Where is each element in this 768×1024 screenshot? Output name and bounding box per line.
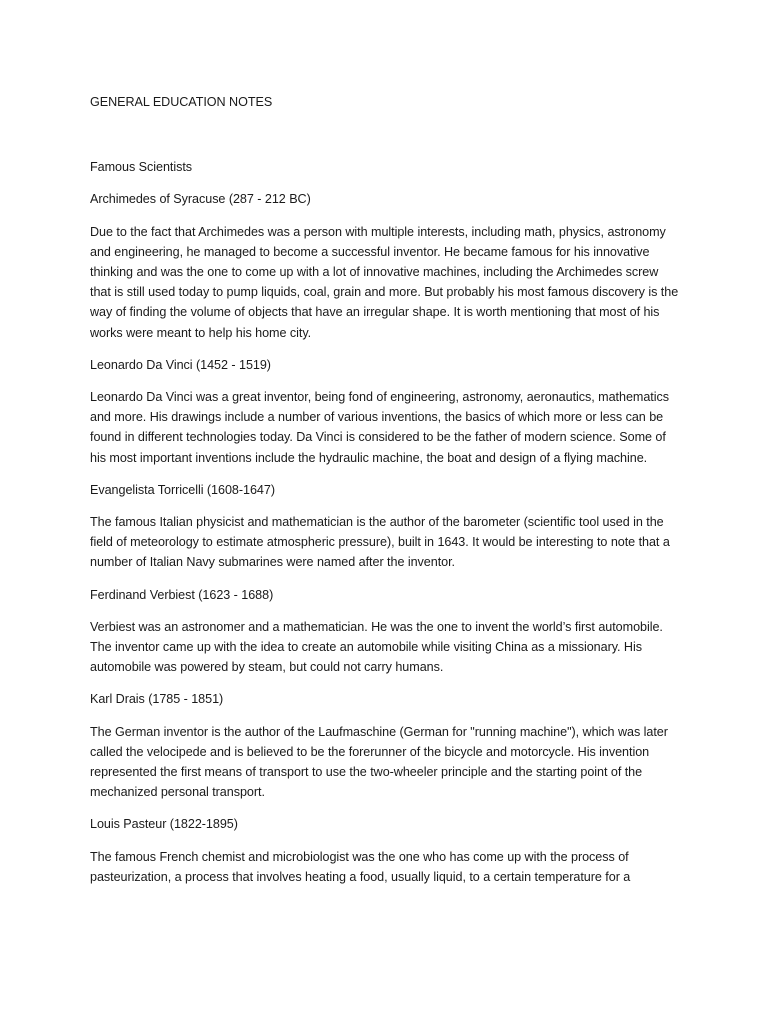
- entry-heading-torricelli: Evangelista Torricelli (1608-1647): [90, 482, 275, 497]
- document-body: [90, 92, 682, 887]
- section-title: Famous Scientists: [90, 160, 193, 175]
- entry-heading-da-vinci: Leonardo Da Vinci (1452 - 1519): [90, 357, 271, 372]
- entry-heading-archimedes: Archimedes of Syracuse (287 - 212 BC): [90, 192, 311, 207]
- entry-text-drais: The German inventor is the author of the Laufmaschine (German for "running machine"), which was later called the velocipede and is believed to be the forerunner of the bicycle and motorcycle. His invention represented the first means of transport to use the two-wheeler principle and the starting point of the mechanized personal transport.: [90, 724, 668, 800]
- entry-heading-verbiest: Ferdinand Verbiest (1623 - 1688): [90, 587, 274, 602]
- entry-heading-drais: Karl Drais (1785 - 1851): [90, 692, 224, 707]
- entry-text-da-vinci: Leonardo Da Vinci was a great inventor, being fond of engineering, astronomy, aeronautics, mathematics and more. His drawings include a number of various inventions, the basics of which more or less can be found in different technologies today. Da Vinci is considered to be the father of modern science. Some of his most important inventions include the hydraulic machine, the boat and design of a flying machine.: [90, 390, 669, 465]
- entry-heading-pasteur: Louis Pasteur (1822-1895): [90, 817, 238, 832]
- entry-text-pasteur: The famous French chemist and microbiologist was the one who has come up with the process of pasteurization, a process that involves heating a food, usually liquid, to a certain temperature for a: [90, 849, 631, 884]
- document-title: GENERAL EDUCATION NOTES: [90, 95, 273, 109]
- entry-text-verbiest: Verbiest was an astronomer and a mathematician. He was the one to invent the world’s first automobile. The inventor came up with the idea to create an automobile while visiting China as a missionary. His automobile was powered by steam, but could not carry humans.: [90, 619, 663, 675]
- entry-text-archimedes: Due to the fact that Archimedes was a person with multiple interests, including math, physics, astronomy and engineering, he managed to become a successful inventor. He became famous for his innovative thinking and was the one to come up with a lot of innovative machines, including the Archimedes screw that is still used today to pump liquids, coal, grain and more. But probably his most famous discovery is the way of finding the volume of objects that have an irregular shape. It is worth mentioning that most of his works were meant to help his home city.: [90, 224, 679, 340]
- entry-text-torricelli: The famous Italian physicist and mathematician is the author of the barometer (scientific tool used in the field of meteorology to estimate atmospheric pressure), built in 1643. It would be interesting to note that a number of Italian Navy submarines were named after the inventor.: [90, 515, 670, 570]
